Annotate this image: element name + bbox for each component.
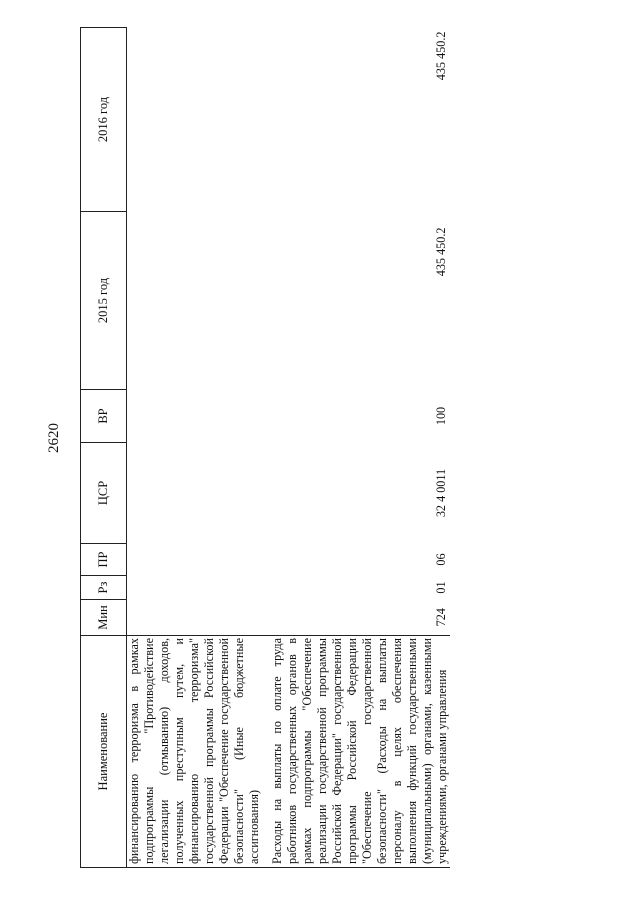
row-year-2016	[127, 28, 263, 212]
table-body	[127, 28, 451, 868]
row-name: Расходы на выплаты по оплате труда работников государственных органов в рамках подпрограммы "Обеспечение реализации государственной программы Российской Федерации" государственной программы Российской Федерации "Обеспечение государственной безопасности" (Расходы на выплаты персоналу в целях обеспечения выполнения функций государственными (муниципальными) органами, казенными учреждениями, органами управления	[262, 636, 450, 868]
header-vr: ВР	[81, 390, 127, 443]
row-pr	[127, 544, 263, 576]
page-number: 2620	[46, 423, 62, 453]
header-year-2015: 2015 год	[81, 212, 127, 390]
header-row	[81, 28, 127, 868]
budget-table	[80, 27, 450, 868]
row-year-2015	[127, 212, 263, 390]
header-min: Мин	[81, 600, 127, 636]
table-header	[81, 28, 127, 868]
row-vr	[127, 390, 263, 443]
row-name: финансированию терроризма в рамках подпрограммы "Противодействие легализации (отмыванию) доходов, полученных преступным путем, и финансированию терроризма" государственной программы Российской Федерации "Обеспечение государственной безопасности" (Иные бюджетные ассигнования)	[127, 636, 263, 868]
header-csr: ЦСР	[81, 443, 127, 544]
header-name: Наименование	[81, 636, 127, 868]
header-rz: Рз	[81, 576, 127, 600]
row-min: 724	[434, 608, 448, 627]
row-year-2016: 435 450.2	[434, 31, 448, 81]
row-csr	[127, 443, 263, 544]
header-pr: ПР	[81, 544, 127, 576]
row-rz	[127, 576, 263, 600]
row-rz: 01	[434, 581, 448, 594]
row-year-2015: 435 450.2	[434, 227, 448, 277]
row-min	[127, 600, 263, 636]
row-vr: 100	[434, 406, 448, 426]
table-row	[262, 28, 450, 868]
table-row	[127, 28, 263, 868]
row-csr: 32 4 0011	[434, 468, 448, 518]
row-pr: 06	[434, 553, 448, 566]
header-year-2016: 2016 год	[81, 28, 127, 212]
